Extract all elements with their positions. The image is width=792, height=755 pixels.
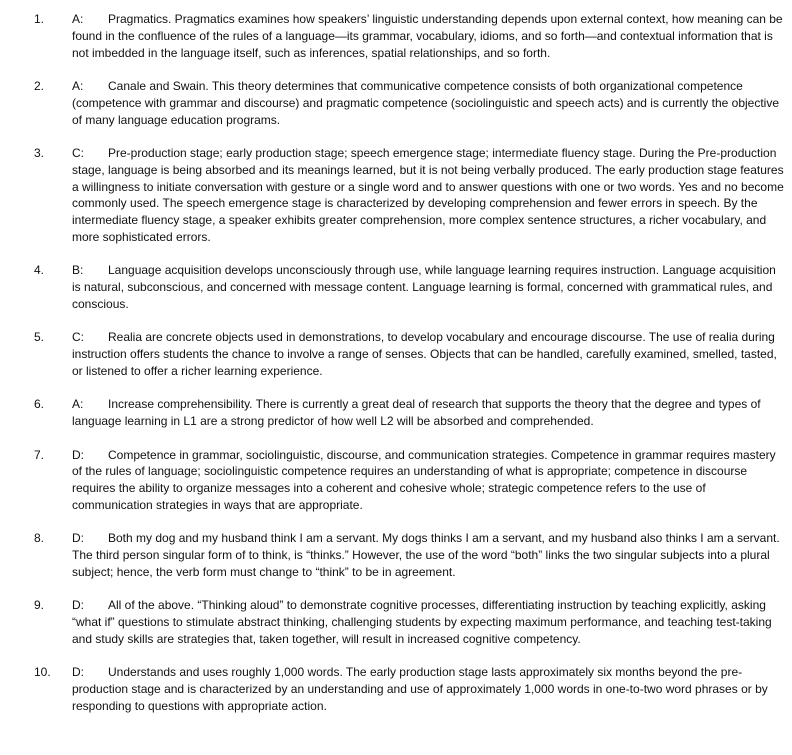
answer-letter: B: xyxy=(72,263,84,278)
answer-explanation: Pre-production stage; early production stage; speech emergence stage; intermediate fluency stage. During the Pre-production stage, language is being absorbed and its meanings learned, but it is not being verbally produced. The early production stage features a willingness to initiate conversation with gesture or a single word and to answer questions with one or two words. Yes and no become commonly used. The speech emergence stage is characterized by developing comprehension and fewer errors in speech. By the intermediate fluency stage, a speaker exhibits greater comprehension, more complex sentence structures, a richer vocabulary, and more sophisticated errors. xyxy=(72,145,784,244)
answer-explanation: Language acquisition develops unconsciously through use, while language learning requires instruction. Language acquisition is natural, subconscious, and concerned with message content. Language learning is formal, concerned with grammatical rules, and conscious. xyxy=(72,263,776,311)
answer-item-2 xyxy=(0,78,784,128)
answer-body xyxy=(72,664,784,714)
answer-letter: D: xyxy=(72,531,84,546)
answer-explanation: Increase comprehensibility. There is currently a great deal of research that supports the theory that the degree and types of language learning in L1 are a strong predictor of how well L2 will be absorbed and comprehended. xyxy=(72,397,761,429)
answer-number: 4. xyxy=(34,263,45,278)
answer-number: 3. xyxy=(34,145,45,160)
answer-letter: D: xyxy=(72,598,84,613)
answer-letter: C: xyxy=(72,330,84,345)
answer-body xyxy=(72,329,784,379)
answer-explanation: Understands and uses roughly 1,000 words. The early production stage lasts approximately six months beyond the pre-production stage and is characterized by an understanding and use of approximately 1,000 words in one-to-two word phrases or by responding to questions with appropriate action. xyxy=(72,665,768,713)
answer-explanation: Competence in grammar, sociolinguistic, discourse, and communication strategies. Competence in grammar requires mastery of the rules of language; sociolinguistic competence requires an understanding of what is appropriate; competence in discourse requires the ability to organize messages into a coherent and cohesive whole; strategic competence refers to the use of communication strategies in ways that are appropriate. xyxy=(72,447,776,512)
answer-body xyxy=(72,78,784,128)
answer-number: 2. xyxy=(34,78,45,93)
answer-item-6 xyxy=(0,396,784,430)
answer-item-4 xyxy=(0,262,784,312)
answer-number: 8. xyxy=(34,531,45,546)
answer-explanation: Canale and Swain. This theory determines that communicative competence consists of both organizational competence (competence with grammar and discourse) and pragmatic competence (sociolinguistic and speech acts) and is currently the objective of many language education programs. xyxy=(72,78,780,127)
answer-body xyxy=(72,262,784,312)
answer-body xyxy=(72,145,784,246)
answer-explanation: Realia are concrete objects used in demonstrations, to develop vocabulary and encourage discourse. The use of realia during instruction offers students the chance to involve a range of senses. Objects that can be handled, carefully examined, smelled, tasted, or listened to offer a richer learning experience. xyxy=(72,330,777,378)
answer-letter: D: xyxy=(72,665,84,680)
answer-letter: A: xyxy=(72,12,84,26)
answer-body xyxy=(72,597,784,647)
answer-explanation: Pragmatics. Pragmatics examines how speakers’ linguistic understanding depends upon external context, how meaning can be found in the confluence of the rules of a language—its grammar, vocabulary, idioms, and so forth—and contextual information that is not imbedded in the language itself, such as inferences, spatial relationships, and so forth. xyxy=(72,12,783,60)
answer-number: 10. xyxy=(34,665,51,680)
answer-letter: C: xyxy=(72,145,84,160)
answer-item-7 xyxy=(0,447,784,514)
answer-number: 1. xyxy=(34,12,45,26)
answer-number: 7. xyxy=(34,447,45,462)
answer-item-8 xyxy=(0,530,784,580)
answer-item-5 xyxy=(0,329,784,379)
answer-body xyxy=(72,396,784,430)
answer-letter: A: xyxy=(72,78,84,93)
answer-item-10 xyxy=(0,664,784,714)
answer-item-3 xyxy=(0,145,784,246)
answer-body xyxy=(72,530,784,580)
answer-explanation: Both my dog and my husband think I am a servant. My dogs thinks I am a servant, and my husband also thinks I am a servant. The third person singular form of to think, is “thinks.” However, the use of the word “both” links the two singular subjects into a plural subject; hence, the verb form must change to “think” to be in agreement. xyxy=(72,531,780,579)
answer-number: 9. xyxy=(34,598,45,613)
answer-letter: A: xyxy=(72,397,84,412)
answer-item-9 xyxy=(0,597,784,647)
answer-body xyxy=(72,11,784,61)
answer-number: 5. xyxy=(34,330,45,345)
answer-explanation: All of the above. “Thinking aloud” to demonstrate cognitive processes, differentiating instruction by teaching explicitly, asking “what if” questions to stimulate abstract thinking, challenging students by expecting maximum performance, and teaching test-taking and study skills are strategies that, taken together, will result in increased cognitive competency. xyxy=(72,598,772,646)
answer-body xyxy=(72,447,784,514)
answer-number: 6. xyxy=(34,397,45,412)
answer-item-1 xyxy=(0,11,784,61)
answer-letter: D: xyxy=(72,447,84,462)
